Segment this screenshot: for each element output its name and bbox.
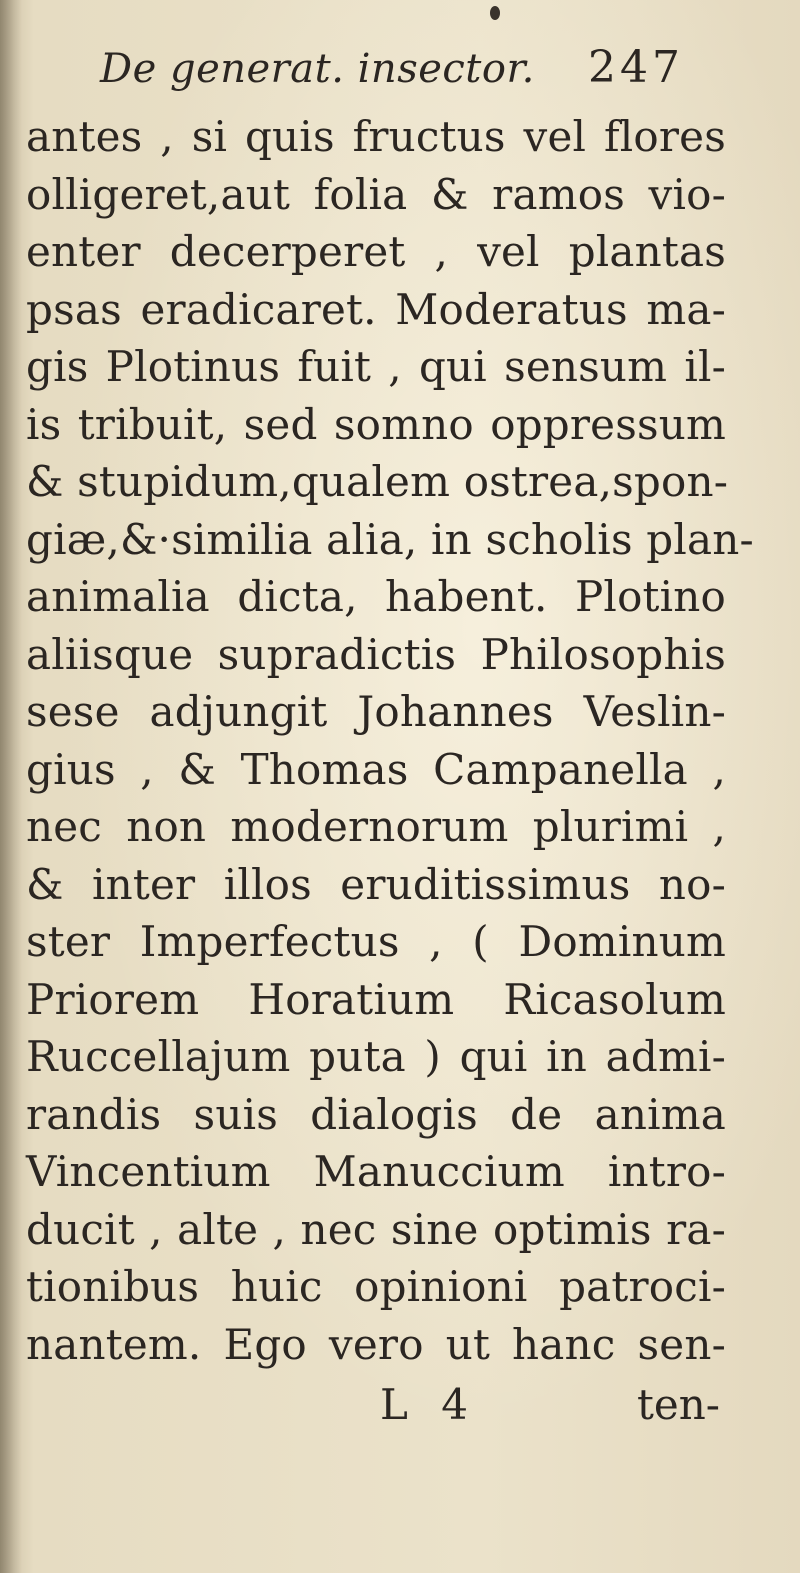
text-line: Ruccellajum puta ) qui in admi-	[26, 1032, 726, 1081]
text-line: randis suis dialogis de anima	[26, 1089, 726, 1139]
binding-shadow	[0, 0, 22, 1573]
text-line: animalia dicta, habent. Plotino	[26, 572, 726, 621]
signature-mark: L 4	[380, 1380, 478, 1429]
body-text	[26, 108, 754, 1373]
text-line: nantem. Ego vero ut hanc sen-	[26, 1319, 726, 1369]
text-line: psas eradicaret. Moderatus ma-	[26, 284, 726, 334]
text-line: & inter illos eruditissimus no-	[26, 859, 726, 909]
text-line: antes , si quis fructus vel flores	[26, 112, 726, 161]
ink-spot	[490, 6, 500, 20]
text-line: ster Imperfectus , ( Dominum	[26, 917, 726, 966]
text-line: & stupidum,qualem ostrea,spon-	[26, 457, 729, 506]
text-line: giæ,&·similia alia, in scholis plan-	[26, 514, 754, 564]
page-number: 247	[588, 42, 684, 93]
running-head	[100, 42, 700, 102]
running-head-title: De generat. insector.	[100, 46, 535, 92]
text-line: Priorem Horatium Ricasolum	[26, 974, 726, 1024]
text-line: gius , & Thomas Campanella ,	[26, 744, 726, 794]
text-line: Vincentium Manuccium intro-	[26, 1147, 726, 1196]
catchword: ten-	[637, 1380, 720, 1429]
text-line: ducit , alte , nec sine optimis ra-	[26, 1204, 726, 1254]
page-footer	[380, 1380, 720, 1440]
text-line: sese adjungit Johannes Veslin-	[26, 687, 726, 736]
text-line: nec non modernorum plurimi ,	[26, 802, 726, 851]
text-line: is tribuit, sed somno oppressum	[26, 399, 726, 449]
text-line: enter decerperet , vel plantas	[26, 227, 726, 276]
text-line: gis Plotinus fuit , qui sensum il-	[26, 342, 726, 391]
text-line: aliisque supradictis Philosophis	[26, 629, 726, 679]
text-line: tionibus huic opinioni patroci-	[26, 1262, 726, 1311]
text-line: olligeret,aut folia & ramos vio-	[26, 169, 726, 219]
